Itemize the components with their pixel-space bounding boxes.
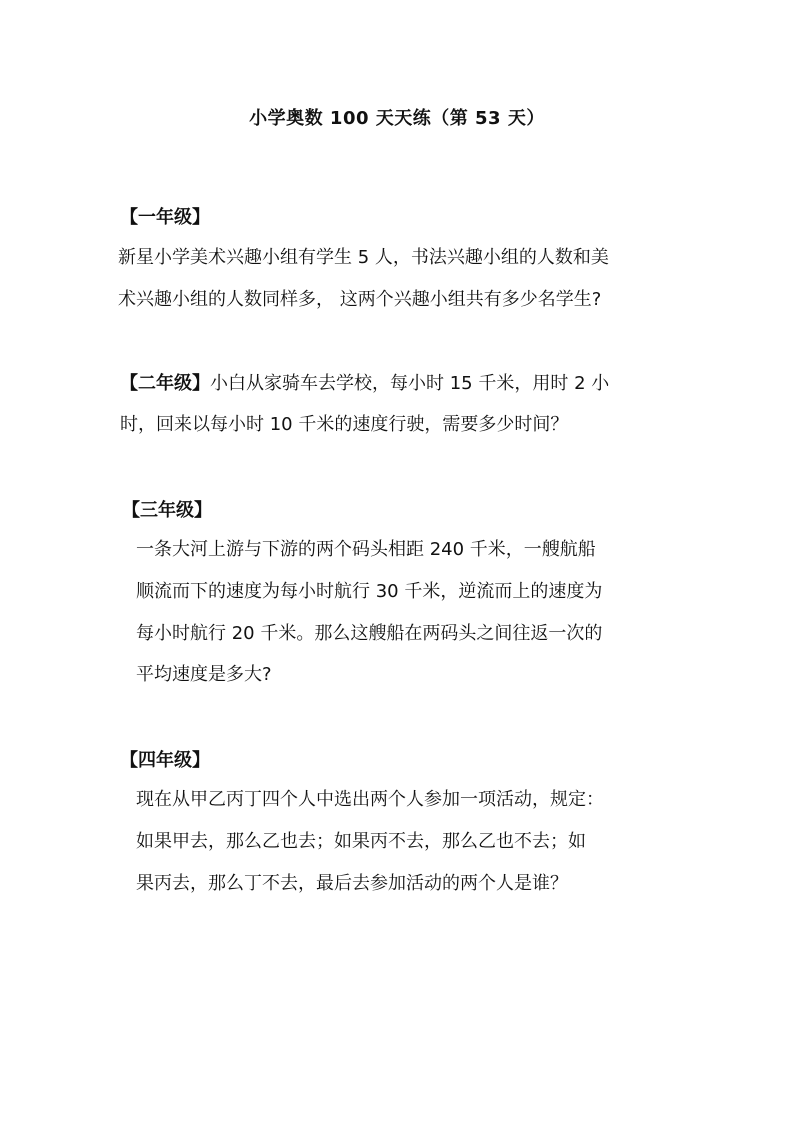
- grade-2-heading: 【二年级】: [120, 373, 210, 394]
- grade-2-line-1-text: 小白从家骑车去学校，每小时 15 千米，用时 2 小: [210, 373, 610, 394]
- grade-4-line-2: 如果甲去，那么乙也去；如果丙不去，那么乙也不去；如: [136, 831, 586, 852]
- grade-3-line-4: 平均速度是多大?: [136, 664, 272, 685]
- grade-1-line-2: 术兴趣小组的人数同样多， 这两个兴趣小组共有多少名学生?: [118, 289, 602, 310]
- grade-3-line-1: 一条大河上游与下游的两个码头相距 240 千米，一艘航船: [136, 539, 596, 560]
- grade-3-heading: 【三年级】: [122, 500, 212, 521]
- grade-4-line-3: 果丙去，那么丁不去，最后去参加活动的两个人是谁？: [136, 873, 568, 894]
- grade-1-heading: 【一年级】: [120, 207, 210, 228]
- grade-2-line-2: 时，回来以每小时 10 千米的速度行驶，需要多少时间？: [120, 414, 569, 435]
- grade-3-line-2: 顺流而下的速度为每小时航行 30 千米，逆流而上的速度为: [136, 581, 603, 602]
- grade-3-line-3: 每小时航行 20 千米。那么这艘船在两码头之间往返一次的: [136, 623, 603, 644]
- grade-2-line-1: [120, 371, 609, 397]
- page-title: 小学奥数 100 天天练（第 53 天）: [249, 108, 545, 129]
- grade-1-line-1: 新星小学美术兴趣小组有学生 5 人，书法兴趣小组的人数和美: [118, 247, 609, 268]
- grade-4-heading: 【四年级】: [120, 750, 210, 771]
- grade-4-line-1: 现在从甲乙丙丁四个人中选出两个人参加一项活动，规定：: [136, 789, 604, 810]
